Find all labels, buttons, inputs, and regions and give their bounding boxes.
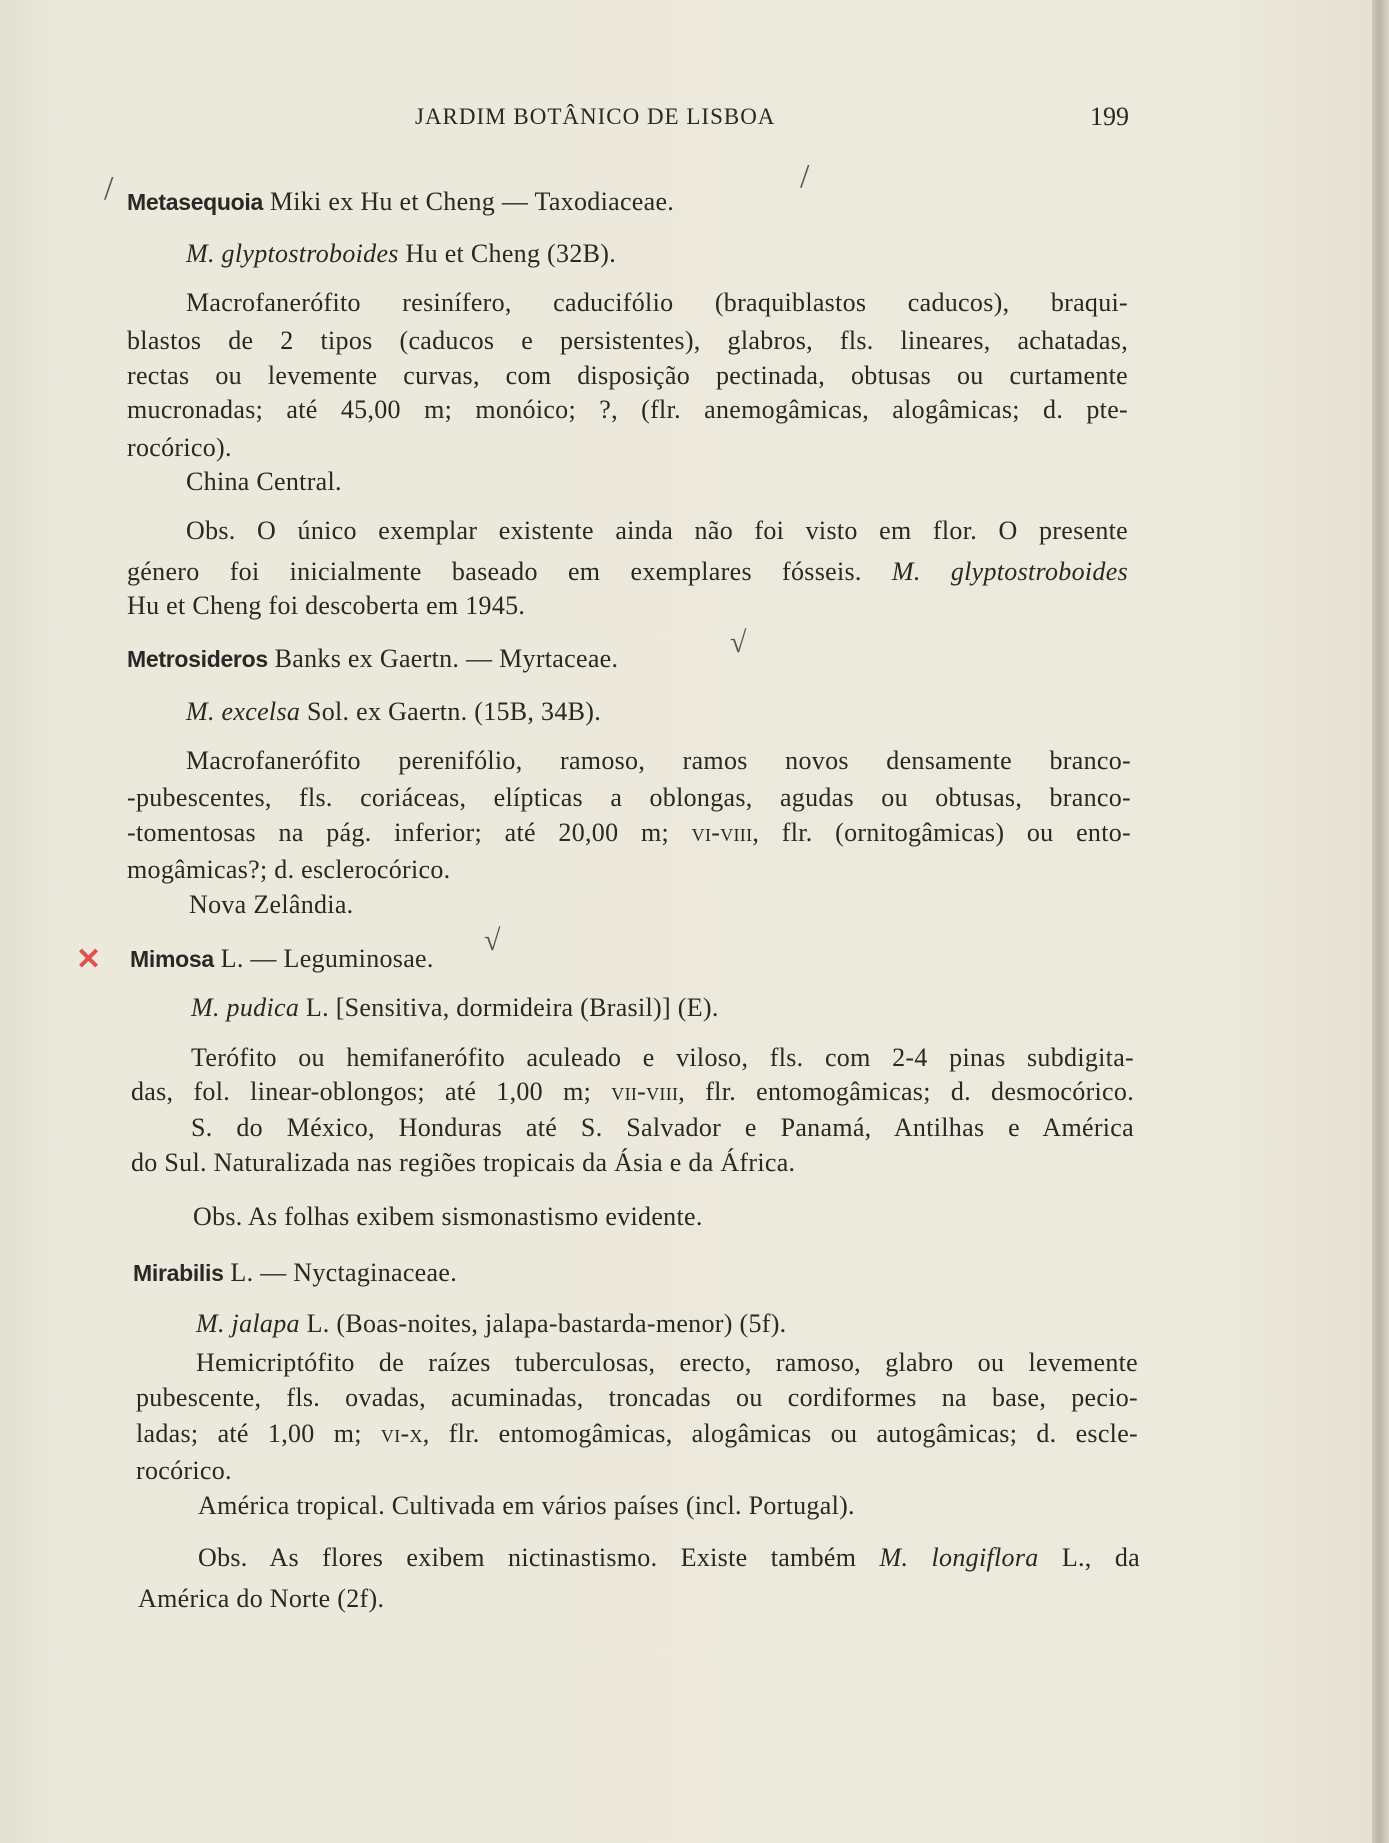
- text-segment: S. do México, Honduras até S. Salvador e Panamá, Antilhas e América: [191, 1113, 1134, 1142]
- text-segment: pubescente, fls. ovadas, acuminadas, troncadas ou cordiformes na base, pecio-: [136, 1383, 1138, 1412]
- text-segment: rocórico).: [127, 433, 232, 462]
- text-line: [127, 324, 1128, 358]
- text-line: [196, 1346, 1138, 1380]
- pencil-check-mark: √: [730, 626, 747, 659]
- text-line: [193, 1200, 703, 1234]
- text-segment: -pubescentes, fls. coriáceas, elípticas a oblongas, agudas ou obtusas, branco-: [127, 783, 1131, 812]
- text-segment: mogâmicas?; d. esclerocórico.: [127, 855, 451, 884]
- text-line: [186, 465, 342, 499]
- text-segment: género foi inicialmente baseado em exemplares fósseis.: [127, 557, 892, 586]
- text-segment: vi-viii: [691, 818, 753, 847]
- text-line: [136, 1417, 1138, 1451]
- text-segment: -tomentosas na pág. inferior; até 20,00 m;: [127, 818, 692, 847]
- text-segment: Miki ex Hu et Cheng — Taxodiaceae.: [263, 187, 675, 216]
- text-segment: Hemicriptófito de raízes tuberculosas, erecto, ramoso, glabro ou levemente: [196, 1348, 1138, 1377]
- text-line: [198, 1541, 1140, 1575]
- text-line: [127, 359, 1128, 393]
- text-line: [133, 1256, 457, 1290]
- text-segment: China Central.: [186, 467, 342, 496]
- text-line: [127, 642, 618, 676]
- text-line: [136, 1381, 1138, 1415]
- text-segment: América do Norte (2f).: [138, 1584, 385, 1613]
- text-segment: Sol. ex Gaertn. (15B, 34B).: [300, 697, 602, 726]
- text-line: [127, 781, 1131, 815]
- text-segment: , flr. entomogâmicas; d. desmocórico.: [678, 1077, 1134, 1106]
- text-line: [127, 393, 1128, 427]
- text-segment: Obs. As flores exibem nictinastismo. Existe também: [198, 1543, 880, 1572]
- text-line: [127, 431, 232, 465]
- text-line: [186, 695, 601, 729]
- text-line: [186, 237, 616, 271]
- text-line: [127, 589, 525, 623]
- text-line: [191, 1111, 1134, 1145]
- text-segment: L. (Boas-noites, jalapa-bastarda-menor) (5f).: [299, 1309, 787, 1338]
- text-line: [186, 744, 1131, 778]
- page-edge: [1372, 0, 1389, 1843]
- species-name: M. longiflora: [879, 1543, 1039, 1572]
- text-segment: ladas; até 1,00 m;: [136, 1419, 381, 1448]
- text-segment: , flr. (ornitogâmicas) ou ento-: [752, 818, 1131, 847]
- text-segment: L., da: [1038, 1543, 1141, 1572]
- genus-name: Mirabilis: [133, 1260, 224, 1286]
- text-line: [191, 1041, 1134, 1075]
- text-segment: Obs. O único exemplar existente ainda não foi visto em flor. O presente: [186, 516, 1128, 545]
- text-line: [127, 185, 674, 219]
- text-segment: Macrofanerófito perenifólio, ramoso, ramos novos densamente branco-: [186, 746, 1131, 775]
- text-segment: blastos de 2 tipos (caducos e persistentes), glabros, fls. lineares, achatadas,: [127, 326, 1128, 355]
- text-segment: rectas ou levemente curvas, com disposição pectinada, obtusas ou curtamente: [127, 361, 1128, 390]
- text-segment: Terófito ou hemifanerófito aculeado e viloso, fls. com 2-4 pinas subdigita-: [191, 1043, 1134, 1072]
- text-segment: L. — Leguminosae.: [213, 944, 434, 973]
- pencil-check-mark: √: [484, 924, 501, 957]
- pencil-slash-mark: /: [800, 158, 810, 195]
- text-segment: L. [Sensitiva, dormideira (Brasil)] (E).: [299, 993, 719, 1022]
- text-segment: Hu et Cheng (32B).: [398, 239, 617, 268]
- text-line: [136, 1454, 232, 1488]
- text-line: [186, 514, 1128, 548]
- text-segment: América tropical. Cultivada em vários países (incl. Portugal).: [198, 1491, 855, 1520]
- text-segment: mucronadas; até 45,00 m; monóico; ?, (flr. anemogâmicas, alogâmicas; d. pte-: [127, 395, 1128, 424]
- text-segment: Banks ex Gaertn. — Myrtaceae.: [267, 644, 619, 673]
- species-name: M. excelsa: [186, 697, 301, 726]
- text-line: [198, 1489, 855, 1523]
- text-segment: vii-viii: [611, 1077, 679, 1106]
- species-name: M. pudica: [191, 993, 300, 1022]
- species-name: M. jalapa: [196, 1309, 300, 1338]
- pencil-slash-mark: /: [104, 170, 114, 207]
- running-header: JARDIM BOTÂNICO DE LISBOA: [415, 104, 776, 129]
- text-line: [130, 942, 434, 976]
- text-segment: Macrofanerófito resinífero, caducifólio (braquiblastos caducos), braqui-: [186, 288, 1128, 317]
- text-line: [191, 991, 719, 1025]
- text-line: [127, 555, 1128, 589]
- species-name: M. glyptostroboides: [186, 239, 399, 268]
- genus-name: Mimosa: [130, 946, 214, 972]
- text-line: [138, 1582, 384, 1616]
- text-segment: das, fol. linear-oblongos; até 1,00 m;: [131, 1077, 612, 1106]
- text-segment: do Sul. Naturalizada nas regiões tropicais da Ásia e da África.: [131, 1148, 796, 1177]
- text-line: [131, 1075, 1134, 1109]
- text-segment: L. — Nyctaginaceae.: [223, 1258, 457, 1287]
- text-segment: , flr. entomogâmicas, alogâmicas ou autogâmicas; d. escle-: [422, 1419, 1138, 1448]
- text-line: [131, 1146, 795, 1180]
- red-cross-mark: ✕: [76, 943, 102, 976]
- text-line: [186, 286, 1128, 320]
- text-line: [196, 1307, 786, 1341]
- text-line: [127, 816, 1131, 850]
- text-segment: rocórico.: [136, 1456, 232, 1485]
- text-segment: vi-x: [380, 1419, 423, 1448]
- text-segment: Hu et Cheng foi descoberta em 1945.: [127, 591, 526, 620]
- text-line: [189, 888, 353, 922]
- species-name: M. glyptostroboides: [891, 557, 1128, 586]
- text-segment: Nova Zelândia.: [189, 890, 354, 919]
- text-segment: Obs. As folhas exibem sismonastismo evidente.: [193, 1202, 703, 1231]
- text-line: [127, 853, 450, 887]
- genus-name: Metrosideros: [127, 646, 268, 672]
- genus-name: Metasequoia: [127, 189, 264, 215]
- page-number: 199: [1090, 102, 1129, 131]
